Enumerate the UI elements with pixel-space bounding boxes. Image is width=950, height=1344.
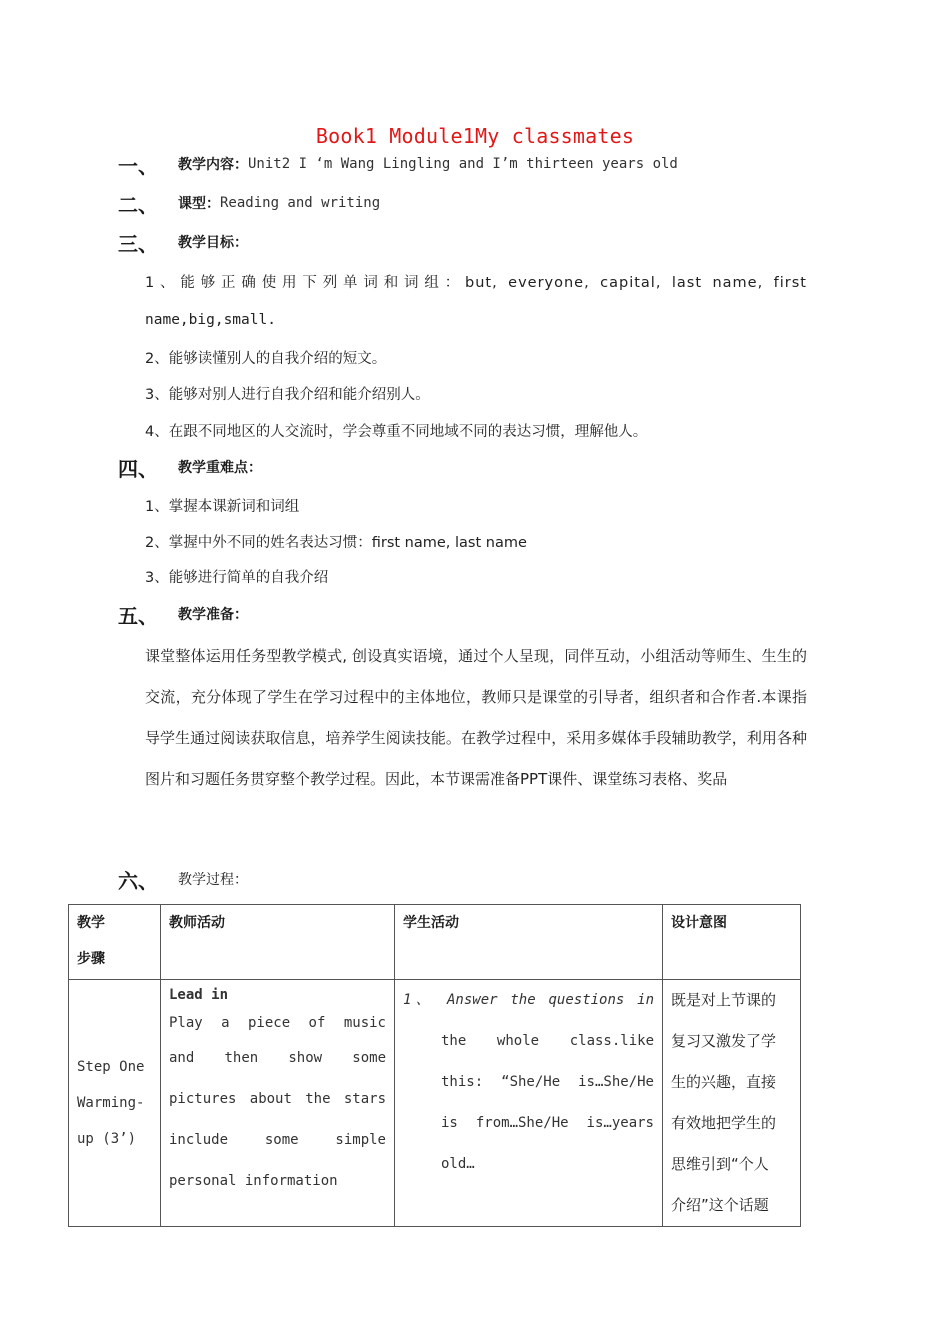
preparation-paragraph: 课堂整体运用任务型教学模式, 创设真实语境，通过个人呈现，同伴互动，小组活动等师生、生生的交流，充分体现了学生在学习过程中的主体地位，教师只是课堂的引导者，组织者和合作者.本课指导学生通过阅读获取信息，培养学生阅读技能。在教学过程中，采用多媒体手段辅助教学，利用各种图片和习题任务贯穿整个教学过程。因此，本节课需准备PPT课件、课堂练习表格、奖品 xyxy=(145,647,807,788)
teacher-activity-line: include some simple xyxy=(169,1132,386,1148)
design-intent-cell xyxy=(663,980,801,1227)
design-intent-line: 介绍”这个话题 xyxy=(671,1196,769,1214)
section-value: Unit2 I ‘m Wang Lingling and I’m thirteen years old xyxy=(248,156,678,172)
section-number: 五、 xyxy=(118,603,158,628)
section-label: 教学准备： xyxy=(178,607,248,623)
section-number: 六、 xyxy=(118,868,158,893)
section-number: 一、 xyxy=(118,153,158,178)
step-line: Step One xyxy=(77,1059,145,1075)
student-activity-line: the whole class.like xyxy=(441,1033,654,1049)
section-number: 三、 xyxy=(118,231,158,256)
section-lesson-type xyxy=(118,188,380,218)
header-step-line-1: 教学 xyxy=(77,915,105,931)
header-teacher: 教师活动 xyxy=(161,905,395,980)
section-value: Reading and writing xyxy=(220,195,381,211)
objective-item-1-line-2: name,big,small. xyxy=(145,312,276,328)
header-design: 设计意图 xyxy=(663,905,801,980)
table-header-row xyxy=(69,905,801,980)
design-intent-line: 复习又激发了学 xyxy=(671,1032,777,1050)
section-number: 四、 xyxy=(118,456,158,481)
section-content xyxy=(118,149,678,179)
header-step-line-2: 步骤 xyxy=(77,951,105,967)
student-activity-line: 1、 Answer the questions in xyxy=(403,992,654,1008)
key-point-2: 2、掌握中外不同的姓名表达习惯：first name, last name xyxy=(145,535,527,551)
teacher-activity-title: Lead in xyxy=(169,987,229,1003)
student-activity-line: old… xyxy=(441,1156,475,1172)
teacher-activity-line: pictures about the stars xyxy=(169,1091,386,1107)
design-intent-line: 既是对上节课的 xyxy=(671,991,777,1009)
key-point-3: 3、能够进行简单的自我介绍 xyxy=(145,570,329,586)
section-label: 教学过程： xyxy=(178,872,248,888)
header-step xyxy=(69,905,161,980)
step-cell xyxy=(69,980,161,1227)
section-label: 教学目标： xyxy=(178,235,248,251)
design-intent-line: 思维引到“个人 xyxy=(671,1155,769,1173)
section-process xyxy=(118,864,248,894)
table-row xyxy=(69,980,801,1227)
section-preparation xyxy=(118,599,248,629)
section-number: 二、 xyxy=(118,192,158,217)
objective-item-3: 3、能够对别人进行自我介绍和能介绍别人。 xyxy=(145,387,430,403)
objective-item-4: 4、在跟不同地区的人交流时，学会尊重不同地域不同的表达习惯，理解他人。 xyxy=(145,424,648,440)
teacher-activity-cell xyxy=(161,980,395,1227)
student-activity-cell xyxy=(395,980,663,1227)
teacher-activity-line: and then show some xyxy=(169,1050,386,1066)
section-label: 教学内容： xyxy=(178,157,248,173)
teacher-activity-line: personal information xyxy=(169,1173,338,1189)
section-label: 课型： xyxy=(178,196,220,212)
step-line: up (3’) xyxy=(77,1131,137,1147)
process-table xyxy=(68,904,801,1227)
design-intent-line: 生的兴趣，直接 xyxy=(671,1073,777,1091)
section-label: 教学重难点： xyxy=(178,460,262,476)
section-objectives xyxy=(118,227,248,257)
header-student: 学生活动 xyxy=(395,905,663,980)
student-activity-line: is from…She/He is…years xyxy=(441,1115,654,1131)
objective-item-2: 2、能够读懂别人的自我介绍的短文。 xyxy=(145,351,387,367)
document-title: Book1 Module1My classmates xyxy=(315,124,635,148)
key-point-1: 1、掌握本课新词和词组 xyxy=(145,499,300,515)
step-line: Warming- xyxy=(77,1095,145,1111)
student-activity-line: this: “She/He is…She/He xyxy=(441,1074,654,1090)
teacher-activity-line: Play a piece of music xyxy=(169,1015,386,1031)
objective-item-1-line-1: 1、能够正确使用下列单词和词组：but, everyone, capital, last name, first xyxy=(145,275,807,291)
design-intent-line: 有效地把学生的 xyxy=(671,1114,777,1132)
section-key-points xyxy=(118,452,262,482)
